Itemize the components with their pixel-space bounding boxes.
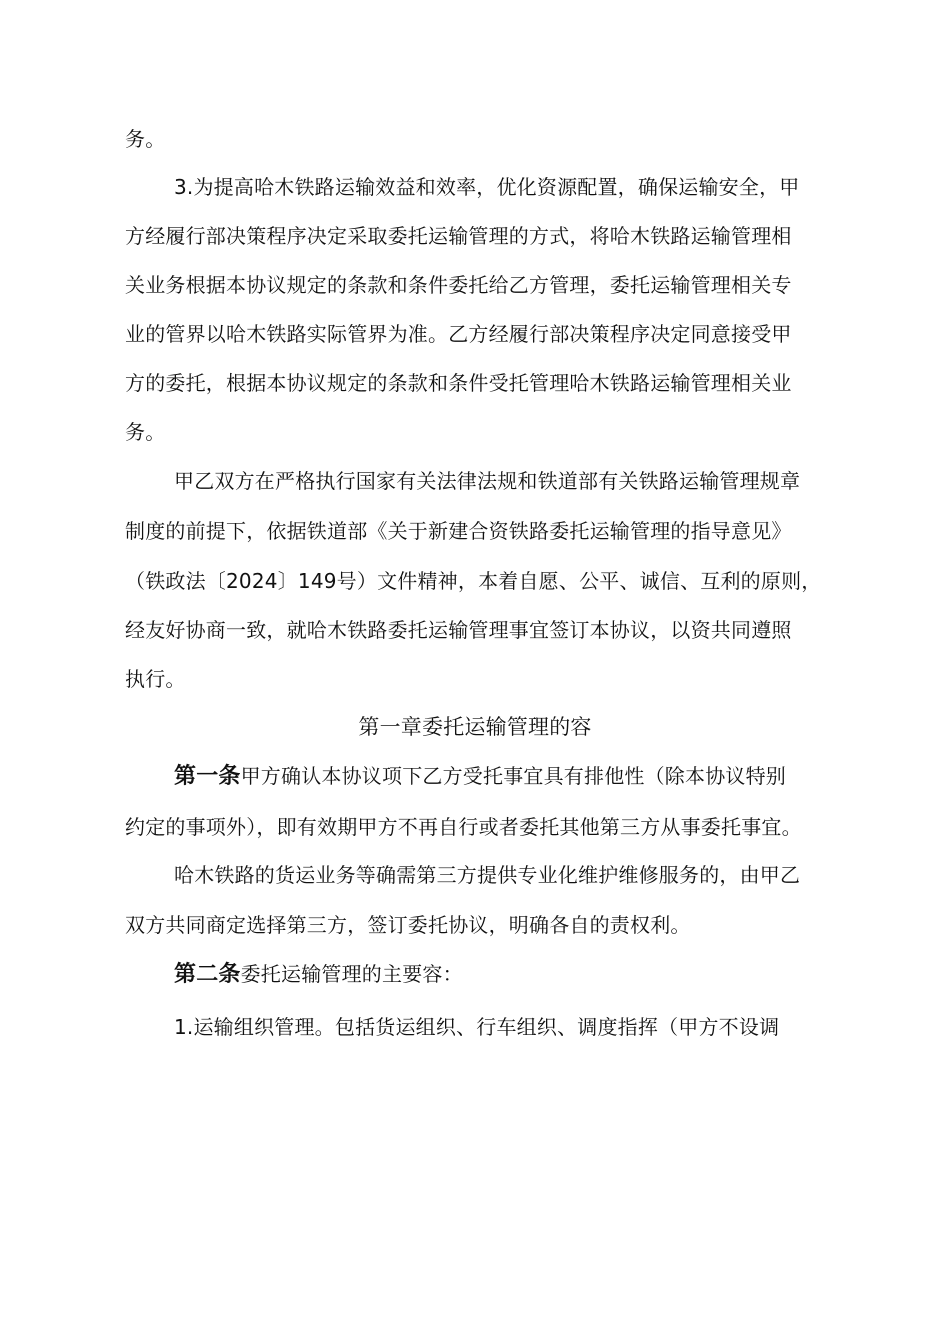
- list-item: 1.运输组织管理。包括货运组织、行车组织、调度指挥（甲方不设调: [174, 1015, 780, 1039]
- article-label: 第一条: [174, 764, 241, 789]
- paragraph-line: 经友好协商一致，就哈木铁路委托运输管理事宜签订本协议，以资共同遵照: [125, 618, 792, 642]
- article-line: [174, 761, 835, 792]
- paragraph-line: 业的管界以哈木铁路实际管界为准。乙方经履行部决策程序决定同意接受甲: [125, 322, 792, 346]
- paragraph-line: （铁政法〔2024〕149号）文件精神，本着自愿、公平、诚信、互利的原则，: [125, 569, 822, 593]
- paragraph-line: 执行。: [125, 667, 186, 691]
- paragraph-line: 约定的事项外），即有效期甲方不再自行或者委托其他第三方从事委托事宜。: [125, 815, 802, 839]
- paragraph-line: 双方共同商定选择第三方，签订委托协议，明确各自的责权利。: [125, 913, 691, 937]
- paragraph-line: 方的委托，根据本协议规定的条款和条件受托管理哈木铁路运输管理相关业: [125, 371, 792, 395]
- chapter-title: 第一章委托运输管理的容: [358, 715, 592, 739]
- paragraph-line: 哈木铁路的货运业务等确需第三方提供专业化维护维修服务的，由甲乙: [174, 863, 801, 887]
- paragraph-line: 务。: [125, 420, 166, 444]
- article-label: 第二条: [174, 962, 241, 987]
- paragraph-line: 3.为提高哈木铁路运输效益和效率，优化资源配置，确保运输安全，甲: [174, 175, 800, 199]
- paragraph-line: 甲乙双方在严格执行国家有关法律法规和铁道部有关铁路运输管理规章: [174, 469, 801, 493]
- paragraph-line: 制度的前提下，依据铁道部《关于新建合资铁路委托运输管理的指导意见》: [125, 519, 792, 543]
- paragraph-line: 方经履行部决策程序决定采取委托运输管理的方式，将哈木铁路运输管理相: [125, 224, 792, 248]
- paragraph-line: 务。: [125, 127, 166, 151]
- paragraph-line: 关业务根据本协议规定的条款和条件委托给乙方管理，委托运输管理相关专: [125, 273, 792, 297]
- article-text: 委托运输管理的主要容：: [240, 962, 463, 986]
- article-line: [174, 959, 835, 990]
- article-text: 甲方确认本协议项下乙方受托事宜具有排他性（除本协议特别: [240, 764, 787, 788]
